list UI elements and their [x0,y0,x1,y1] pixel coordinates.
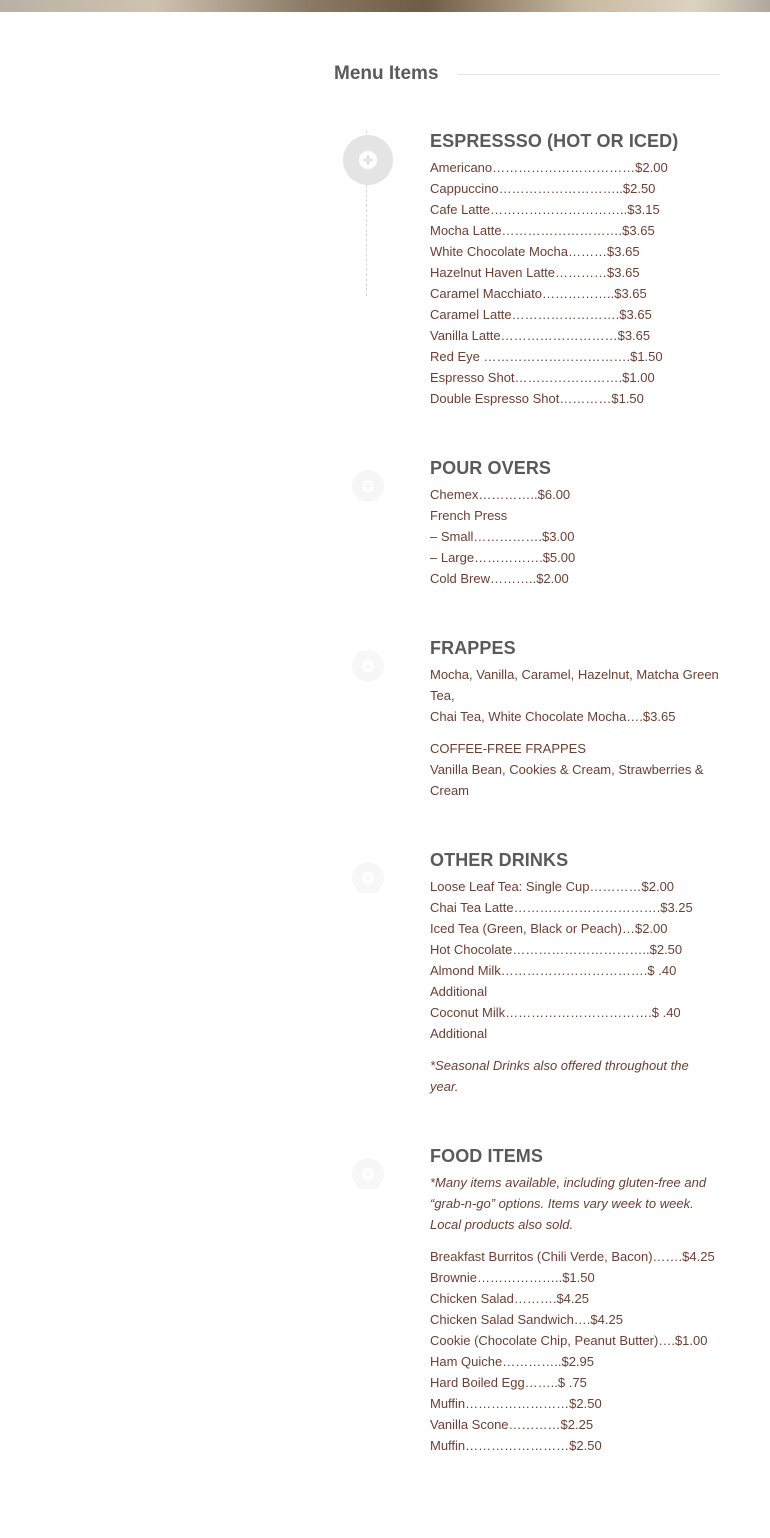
section-title: Menu Items [334,63,439,84]
menu-item: Mocha, Vanilla, Caramel, Hazelnut, Matcha Green Tea, [430,667,719,703]
menu-item: Cookie (Chocolate Chip, Peanut Butter)….$1.00 [430,1333,708,1348]
menu-item: Mocha Latte……………………….$3.65 [430,223,655,238]
menu-item: Chicken Salad Sandwich….$4.25 [430,1312,623,1327]
category-title: OTHER DRINKS [430,850,569,870]
menu-item: Caramel Macchiato……………..$3.65 [430,286,647,301]
menu-item: Hard Boiled Egg……..$ .75 [430,1375,587,1390]
item-list [430,1172,720,1456]
category-title: ESPRESSSO (HOT OR ICED) [430,131,679,151]
plus-circle-icon[interactable] [352,650,384,682]
menu-item: Chicken Salad……….$4.25 [430,1291,589,1306]
item-list [430,157,720,409]
menu-item: White Chocolate Mocha………$3.65 [430,244,640,259]
category-frappes [430,637,720,801]
menu-item: Cold Brew………..$2.00 [430,571,569,586]
subheading: COFFEE-FREE FRAPPES [430,741,587,756]
category-pour-overs [430,457,720,589]
menu-item: – Small…………….$3.00 [430,529,575,544]
menu-item: Breakfast Burritos (Chili Verde, Bacon)…….$4.25 [430,1249,715,1264]
menu-item: Loose Leaf Tea: Single Cup…………$2.00 [430,879,675,894]
menu-item: Caramel Latte…………………….$3.65 [430,307,652,322]
menu-item: Cafe Latte…………………………..$3.15 [430,202,660,217]
menu-item: Muffin……………………$2.50 [430,1396,602,1411]
menu-item: Vanilla Bean, Cookies & Cream, Strawberries & Cream [430,762,704,798]
hero-banner-image [0,0,770,12]
item-list [430,664,720,801]
category-espresso [430,130,720,409]
category-title: FOOD ITEMS [430,1146,543,1166]
menu-item: Chai Tea Latte…………………………….$3.25 [430,900,693,915]
plus-circle-icon[interactable] [352,1158,384,1190]
menu-item: Muffin……………………$2.50 [430,1438,602,1453]
menu-item: Cappuccino………………………..$2.50 [430,181,656,196]
menu-item: Coconut Milk…………………………….$ .40 Additional [430,1005,681,1041]
category-other-drinks [430,849,720,1097]
category-title: POUR OVERS [430,458,552,478]
title-divider [458,74,720,75]
menu-item: Ham Quiche…………..$2.95 [430,1354,595,1369]
item-list [430,876,693,1097]
menu-item: Hot Chocolate…………………………..$2.50 [430,942,683,957]
menu-item: – Large…………….$5.00 [430,550,576,565]
item-list [430,484,720,589]
menu-item: Hazelnut Haven Latte…………$3.65 [430,265,640,280]
category-title: FRAPPES [430,638,516,658]
menu-item: Almond Milk…………………………….$ .40 Additional [430,963,677,999]
menu-item: Iced Tea (Green, Black or Peach)…$2.00 [430,921,668,936]
menu-item: Americano……………………………$2.00 [430,160,668,175]
menu-item: Double Espresso Shot…………$1.50 [430,391,644,406]
menu-item: Chai Tea, White Chocolate Mocha….$3.65 [430,709,676,724]
plus-circle-icon[interactable] [352,470,384,502]
menu-item: Espresso Shot…………………….$1.00 [430,370,655,385]
menu-item: Vanilla Latte………………………$3.65 [430,328,651,343]
plus-circle-icon[interactable] [352,862,384,894]
plus-circle-icon[interactable] [343,135,393,185]
food-note: *Many items available, including gluten-free and “grab-n-go” options. Items vary week to week. Local products also sold. [430,1175,707,1232]
menu-item: Vanilla Scone…………$2.25 [430,1417,594,1432]
menu-item: Brownie………………..$1.50 [430,1270,595,1285]
seasonal-note: *Seasonal Drinks also offered throughout the year. [430,1058,689,1094]
menu-item: French Press [430,508,508,523]
menu-item: Chemex…………..$6.00 [430,487,571,502]
category-food-items [430,1145,720,1456]
menu-item: Red Eye …………………………….$1.50 [430,349,663,364]
